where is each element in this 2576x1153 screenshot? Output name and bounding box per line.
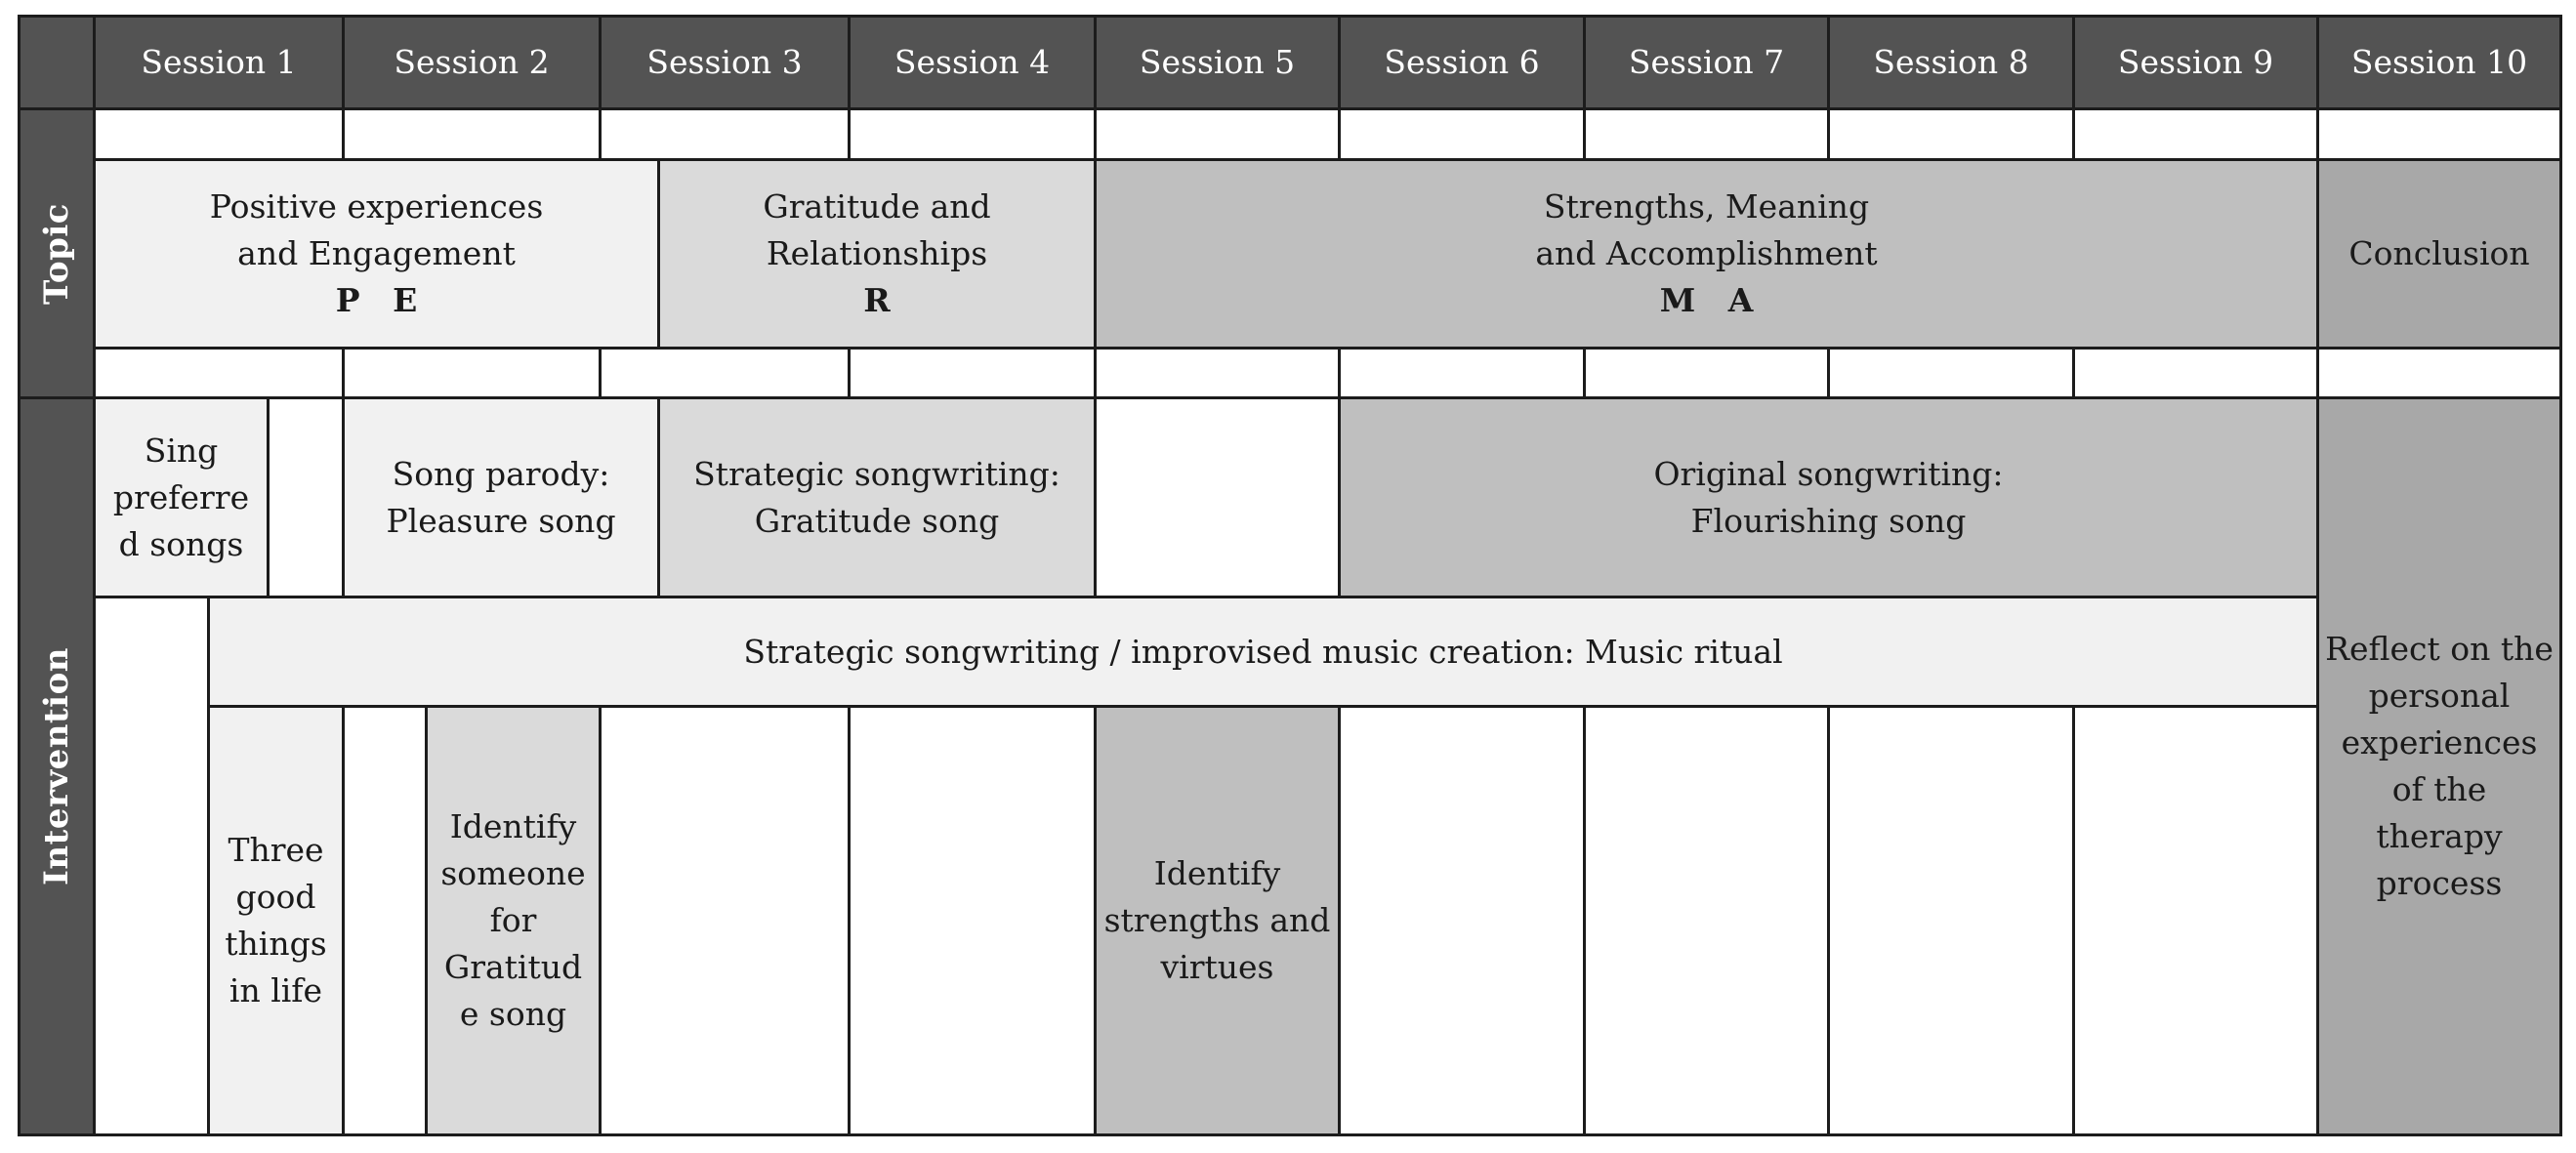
spacer-cell — [1338, 107, 1586, 161]
intervention-three-good-things: Three good things in life — [207, 705, 345, 1136]
intervention-identify-strengths: Identify strengths and virtues — [1094, 705, 1341, 1136]
empty-cell — [1827, 705, 2075, 1136]
spacer-cell — [1094, 347, 1341, 399]
spacer-cell — [1583, 347, 1830, 399]
spacer-cell — [2072, 107, 2319, 161]
spacer-cell — [2072, 347, 2319, 399]
empty-cell — [342, 705, 428, 1136]
spacer-cell — [1827, 347, 2075, 399]
session-header-4: Session 4 — [848, 15, 1097, 110]
session-header-2: Session 2 — [342, 15, 602, 110]
topic-ma-letters: M A — [1659, 281, 1754, 319]
session-header-10: Session 10 — [2316, 15, 2562, 110]
empty-cell — [2072, 705, 2319, 1136]
topic-pe-letters: P E — [335, 281, 418, 319]
intervention-song-parody: Song parody: Pleasure song — [342, 396, 660, 598]
empty-cell — [1094, 396, 1341, 598]
spacer-cell — [1338, 347, 1586, 399]
topic-strengths-meaning — [1094, 158, 2319, 350]
empty-cell — [1338, 705, 1586, 1136]
spacer-cell — [342, 107, 602, 161]
spacer-cell — [2316, 107, 2562, 161]
topic-pe-title: Positive experiences and Engagement — [209, 187, 544, 272]
intervention-sing-preferred-songs: Sing preferre d songs — [93, 396, 270, 598]
intervention-reflect: Reflect on the personal experiences of the therapy process — [2316, 396, 2562, 1136]
spacer-cell — [1583, 107, 1830, 161]
topic-positive-engagement — [93, 158, 660, 350]
topic-ma-title: Strengths, Meaning and Accomplishment — [1535, 187, 1878, 272]
spacer-cell — [93, 347, 345, 399]
intervention-row-label — [18, 396, 96, 1136]
spacer-cell — [848, 347, 1097, 399]
spacer-cell — [342, 347, 602, 399]
session-header-9: Session 9 — [2072, 15, 2319, 110]
intervention-strategic-gratitude: Strategic songwriting: Gratitude song — [657, 396, 1097, 598]
empty-cell — [93, 596, 210, 1136]
corner-cell — [18, 15, 96, 110]
session-header-1: Session 1 — [93, 15, 345, 110]
session-header-3: Session 3 — [599, 15, 851, 110]
spacer-cell — [2316, 347, 2562, 399]
empty-cell — [848, 705, 1097, 1136]
spacer-cell — [599, 107, 851, 161]
spacer-cell — [1827, 107, 2075, 161]
topic-row-label — [18, 107, 96, 399]
spacer-cell — [1094, 107, 1341, 161]
empty-cell — [599, 705, 851, 1136]
intervention-music-ritual: Strategic songwriting / improvised music creation: Music ritual — [207, 596, 2319, 708]
spacer-cell — [848, 107, 1097, 161]
topic-conclusion: Conclusion — [2316, 158, 2562, 350]
topic-r-letters: R — [863, 281, 891, 319]
spacer-cell — [93, 107, 345, 161]
spacer-cell — [599, 347, 851, 399]
topic-gratitude-relationships — [657, 158, 1097, 350]
topic-r-title: Gratitude and Relationships — [763, 187, 991, 272]
empty-cell — [1583, 705, 1830, 1136]
session-header-8: Session 8 — [1827, 15, 2075, 110]
intervention-label-text: Intervention — [37, 647, 76, 885]
empty-cell — [267, 396, 345, 598]
session-header-5: Session 5 — [1094, 15, 1341, 110]
intervention-original-flourishing: Original songwriting: Flourishing song — [1338, 396, 2319, 598]
session-header-7: Session 7 — [1583, 15, 1830, 110]
topic-label-text: Topic — [37, 202, 76, 305]
intervention-identify-someone: Identify someone for Gratitud e song — [425, 705, 602, 1136]
session-header-6: Session 6 — [1338, 15, 1586, 110]
